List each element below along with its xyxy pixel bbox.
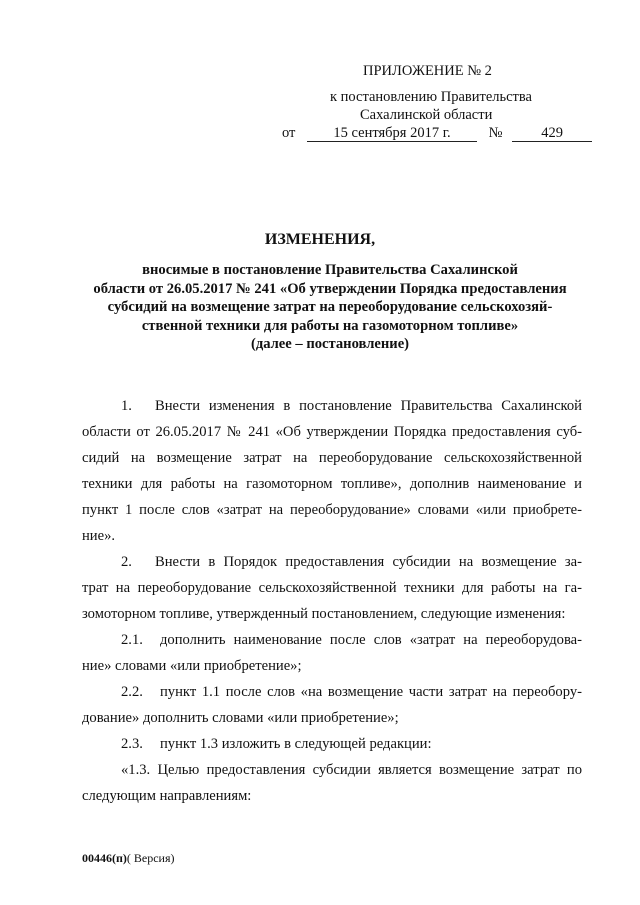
item-2-line: Внести в Порядок предоставления субсидии на возмещение за- — [155, 554, 582, 570]
resolution-date: 15 сентября 2017 г. — [307, 125, 477, 142]
item-2-number: 2. — [121, 554, 132, 570]
item-2-3-line: пункт 1.3 изложить в следующей редакции: — [160, 736, 432, 752]
item-1-line: ние». — [82, 528, 116, 544]
item-1-line: техники для работы на газомоторном топливе», дополнив наименование и — [82, 476, 582, 492]
item-2-2-number: 2.2. — [121, 684, 143, 700]
item-2-2-line: дование» дополнить словами «или приобретение»; — [82, 710, 399, 726]
item-2-1-line: ние» словами «или приобретение»; — [82, 658, 302, 674]
document-subtitle — [80, 261, 580, 354]
document-version: ( Версия) — [126, 851, 175, 865]
resolution-number: 429 — [512, 125, 592, 142]
item-2-3-number: 2.3. — [121, 736, 143, 752]
document-code: 00446(п) — [82, 851, 127, 865]
item-2-line: зомоторном топливе, утвержденный постановлением, следующие изменения: — [82, 606, 566, 622]
item-2-1-line: дополнить наименование после слов «затрат на переоборудова- — [160, 632, 582, 648]
quote-1-3-line: следующим направлениям: — [82, 788, 252, 804]
document-footer — [82, 851, 175, 866]
appendix-region-line: Сахалинской области — [360, 107, 493, 123]
item-2-2-line: пункт 1.1 после слов «на возмещение части затрат на переобору- — [160, 684, 582, 700]
item-1-number: 1. — [121, 398, 132, 414]
appendix-date-row — [282, 124, 592, 142]
subtitle-line: вносимые в постановление Правительства Сахалинской — [142, 262, 518, 278]
item-1-line: области от 26.05.2017 № 241 «Об утверждении Порядка предоставления суб- — [82, 424, 582, 440]
subtitle-line: (далее – постановление) — [250, 336, 410, 352]
quote-1-3-line: «1.3. Целью предоставления субсидии является возмещение затрат по — [121, 762, 582, 778]
number-label: № — [488, 125, 503, 141]
document-title: ИЗМЕНЕНИЯ, — [264, 231, 376, 248]
appendix-title: ПРИЛОЖЕНИЕ № 2 — [363, 63, 492, 79]
item-1-line: сидий на возмещение затрат на переоборудование сельскохозяйственной — [82, 450, 582, 466]
subtitle-line: области от 26.05.2017 № 241 «Об утверждении Порядка предоставления — [93, 280, 567, 297]
subtitle-line: ственной техники для работы на газомоторном топливе» — [141, 317, 519, 334]
item-2-1-number: 2.1. — [121, 632, 143, 648]
item-1-line: Внести изменения в постановление Правительства Сахалинской — [155, 398, 582, 414]
from-label: от — [282, 125, 296, 141]
item-1-line: пункт 1 после слов «затрат на переоборудование» словами «или приобрете- — [82, 502, 582, 518]
item-2-line: трат на переоборудование сельскохозяйственной техники для работы на га- — [82, 580, 582, 596]
subtitle-line: субсидий на возмещение затрат на переоборудование сельскохозяй- — [107, 299, 553, 315]
appendix-resolution-line: к постановлению Правительства — [330, 89, 532, 105]
